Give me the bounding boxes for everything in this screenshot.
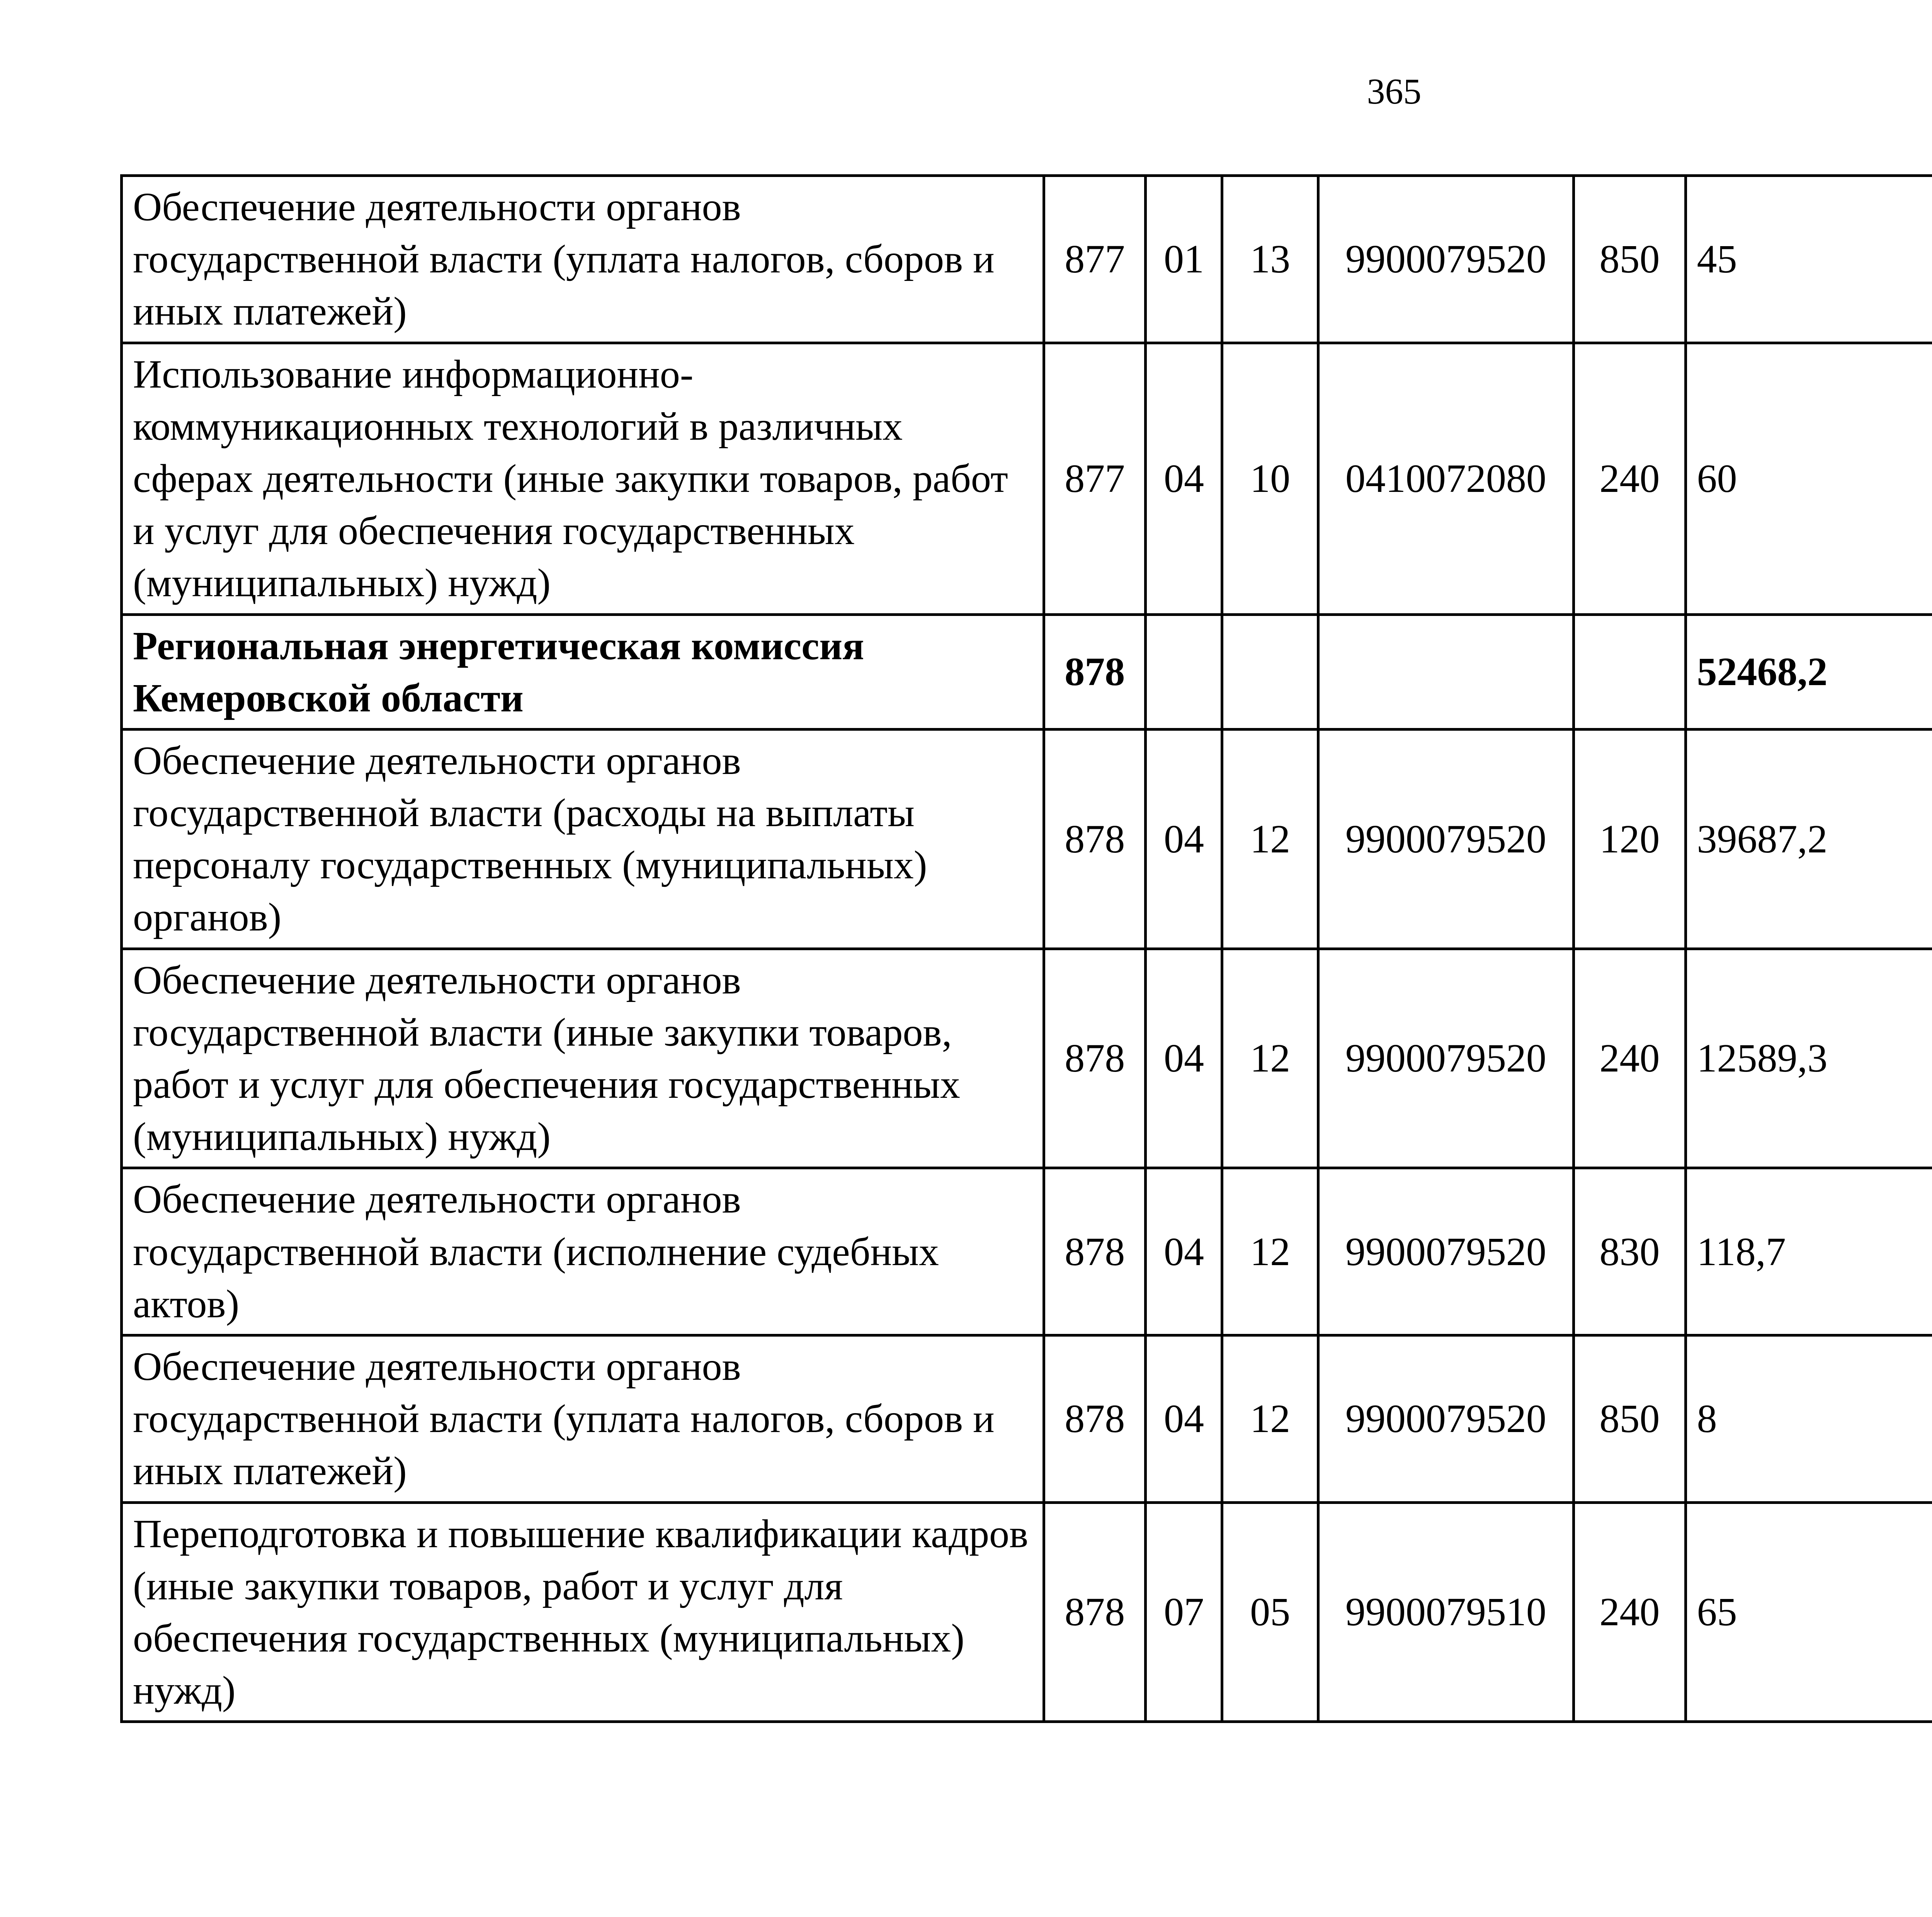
target-article-code	[1318, 614, 1573, 729]
target-article-code: 9900079520	[1318, 1168, 1573, 1335]
table-row	[122, 729, 1932, 949]
table-row	[122, 949, 1932, 1168]
ministry-code: 878	[1044, 1502, 1146, 1722]
ministry-code: 878	[1044, 729, 1146, 949]
section-code: 04	[1146, 343, 1222, 614]
section-code: 07	[1146, 1502, 1222, 1722]
amount-year-1: 39687,2	[1685, 729, 1932, 949]
table-row	[122, 1168, 1932, 1335]
expense-type-code	[1574, 614, 1685, 729]
expense-type-code: 850	[1574, 176, 1685, 343]
ministry-code: 877	[1044, 176, 1146, 343]
amount-year-1: 45	[1685, 176, 1932, 343]
subsection-code: 12	[1222, 1168, 1318, 1335]
target-article-code: 9900079520	[1318, 176, 1573, 343]
target-article-code: 9900079510	[1318, 1502, 1573, 1722]
amount-year-1: 65	[1685, 1502, 1932, 1722]
section-code: 04	[1146, 729, 1222, 949]
expense-type-code: 240	[1574, 949, 1685, 1168]
row-description: Обеспечение деятельности органов государственной власти (расходы на выплаты персоналу государственных (муниципальных) органов)	[122, 729, 1044, 949]
row-description: Использование информационно-коммуникационных технологий в различных сферах деятельности (иные закупки товаров, работ и услуг для обеспечения государственных (муниципальных) нужд)	[122, 343, 1044, 614]
section-code: 04	[1146, 1168, 1222, 1335]
section-code: 04	[1146, 1335, 1222, 1502]
amount-year-1: 52468,2	[1685, 614, 1932, 729]
ministry-code: 878	[1044, 949, 1146, 1168]
subsection-code: 12	[1222, 1335, 1318, 1502]
amount-year-1: 8	[1685, 1335, 1932, 1502]
subsection-code: 12	[1222, 729, 1318, 949]
row-description: Переподготовка и повышение квалификации кадров (иные закупки товаров, работ и услуг для обеспечения государственных (муниципальных) нужд)	[122, 1502, 1044, 1722]
target-article-code: 9900079520	[1318, 949, 1573, 1168]
section-code: 01	[1146, 176, 1222, 343]
target-article-code: 0410072080	[1318, 343, 1573, 614]
section-code	[1146, 614, 1222, 729]
expense-type-code: 830	[1574, 1168, 1685, 1335]
page-number: 365	[1367, 71, 1422, 112]
subsection-code: 05	[1222, 1502, 1318, 1722]
table-row	[122, 176, 1932, 343]
ministry-code: 878	[1044, 614, 1146, 729]
row-description: Обеспечение деятельности органов государственной власти (уплата налогов, сборов и иных платежей)	[122, 1335, 1044, 1502]
subsection-code	[1222, 614, 1318, 729]
expense-type-code: 240	[1574, 343, 1685, 614]
subsection-code: 12	[1222, 949, 1318, 1168]
amount-year-1: 60	[1685, 343, 1932, 614]
ministry-code: 878	[1044, 1168, 1146, 1335]
subsection-code: 13	[1222, 176, 1318, 343]
ministry-code: 877	[1044, 343, 1146, 614]
expense-type-code: 240	[1574, 1502, 1685, 1722]
target-article-code: 9900079520	[1318, 1335, 1573, 1502]
row-description: Обеспечение деятельности органов государственной власти (уплата налогов, сборов и иных платежей)	[122, 176, 1044, 343]
table-row	[122, 614, 1932, 729]
amount-year-1: 12589,3	[1685, 949, 1932, 1168]
row-description: Обеспечение деятельности органов государственной власти (исполнение судебных актов)	[122, 1168, 1044, 1335]
ministry-code: 878	[1044, 1335, 1146, 1502]
table-row	[122, 1335, 1932, 1502]
expense-type-code: 120	[1574, 729, 1685, 949]
expense-type-code: 850	[1574, 1335, 1685, 1502]
budget-table	[120, 174, 1932, 1723]
target-article-code: 9900079520	[1318, 729, 1573, 949]
amount-year-1: 118,7	[1685, 1168, 1932, 1335]
table-row	[122, 343, 1932, 614]
section-code: 04	[1146, 949, 1222, 1168]
subsection-code: 10	[1222, 343, 1318, 614]
table-row	[122, 1502, 1932, 1722]
row-description: Обеспечение деятельности органов государственной власти (иные закупки товаров, работ и услуг для обеспечения государственных (муниципальных) нужд)	[122, 949, 1044, 1168]
row-description: Региональная энергетическая комиссия Кемеровской области	[122, 614, 1044, 729]
